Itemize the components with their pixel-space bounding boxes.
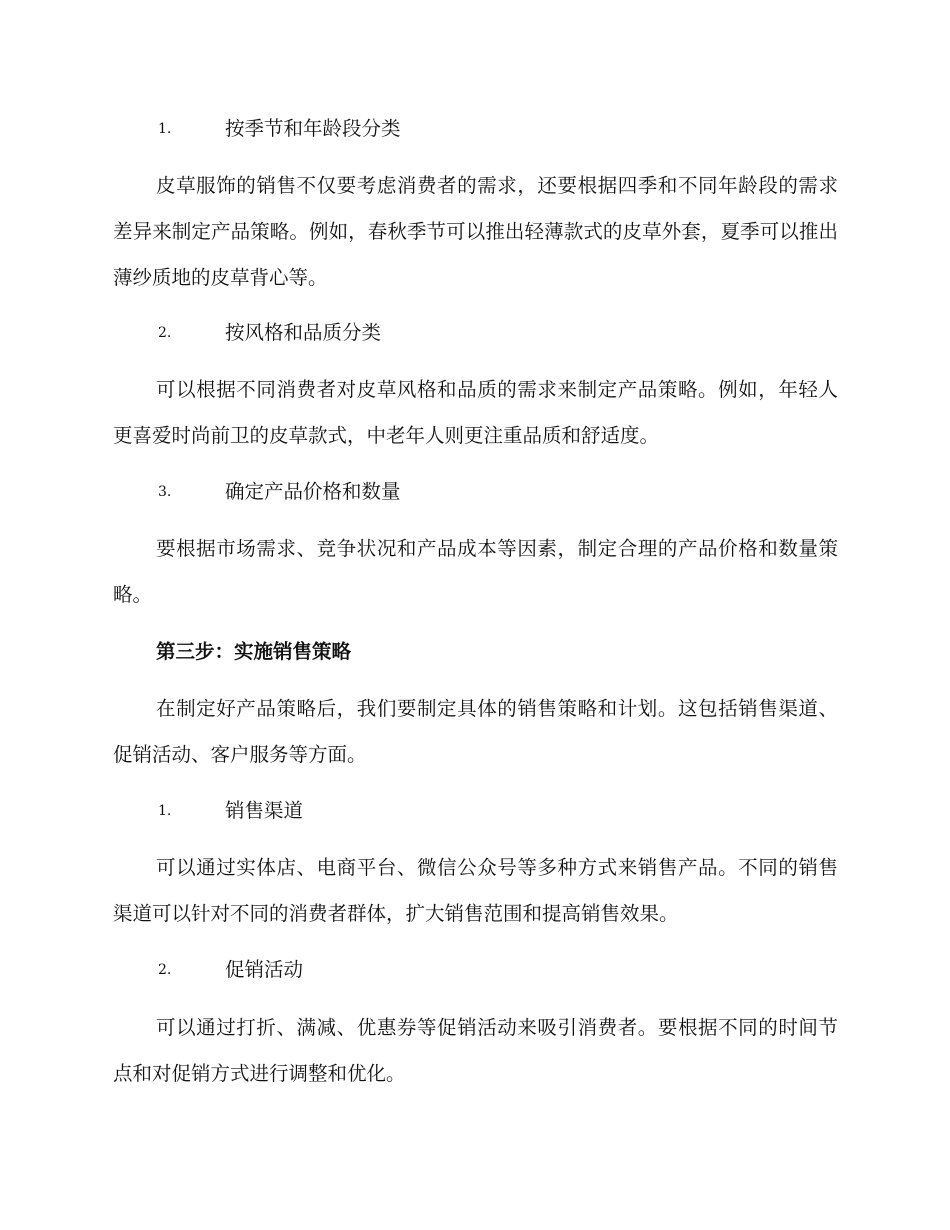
list-item xyxy=(113,955,838,985)
list-item-number: 2. xyxy=(158,325,172,341)
list-item xyxy=(113,318,838,348)
list-item-title: 按季节和年龄段分类 xyxy=(225,117,401,140)
list-item-number: 2. xyxy=(158,962,172,978)
paragraph: 在制定好产品策略后，我们要制定具体的销售策略和计划。这包括销售渠道、促销活动、客户服务等方面。 xyxy=(113,697,838,766)
list-item-title: 促销活动 xyxy=(225,958,304,981)
list-item-number: 1. xyxy=(158,121,172,137)
list-item xyxy=(113,477,838,507)
section-heading: 第三步：实施销售策略 xyxy=(156,640,352,663)
paragraph: 可以通过打折、满减、优惠券等促销活动来吸引消费者。要根据不同的时间节点和对促销方式进行调整和优化。 xyxy=(113,1016,838,1085)
list-item-title: 按风格和品质分类 xyxy=(225,321,382,344)
list-item-title: 确定产品价格和数量 xyxy=(225,480,401,503)
paragraph: 可以根据不同消费者对皮草风格和品质的需求来制定产品策略。例如，年轻人更喜爱时尚前卫的皮草款式，中老年人则更注重品质和舒适度。 xyxy=(113,378,838,447)
list-item-number: 3. xyxy=(158,484,172,500)
paragraph: 要根据市场需求、竞争状况和产品成本等因素，制定合理的产品价格和数量策略。 xyxy=(113,537,838,606)
paragraph: 可以通过实体店、电商平台、微信公众号等多种方式来销售产品。不同的销售渠道可以针对不同的消费者群体，扩大销售范围和提高销售效果。 xyxy=(113,856,838,925)
list-item xyxy=(113,796,838,826)
list-item-title: 销售渠道 xyxy=(225,799,304,822)
list-item-number: 1. xyxy=(158,803,172,819)
paragraph: 皮草服饰的销售不仅要考虑消费者的需求，还要根据四季和不同年龄段的需求差异来制定产品策略。例如，春秋季节可以推出轻薄款式的皮草外套，夏季可以推出薄纱质地的皮草背心等。 xyxy=(113,174,838,289)
list-item xyxy=(113,114,838,144)
